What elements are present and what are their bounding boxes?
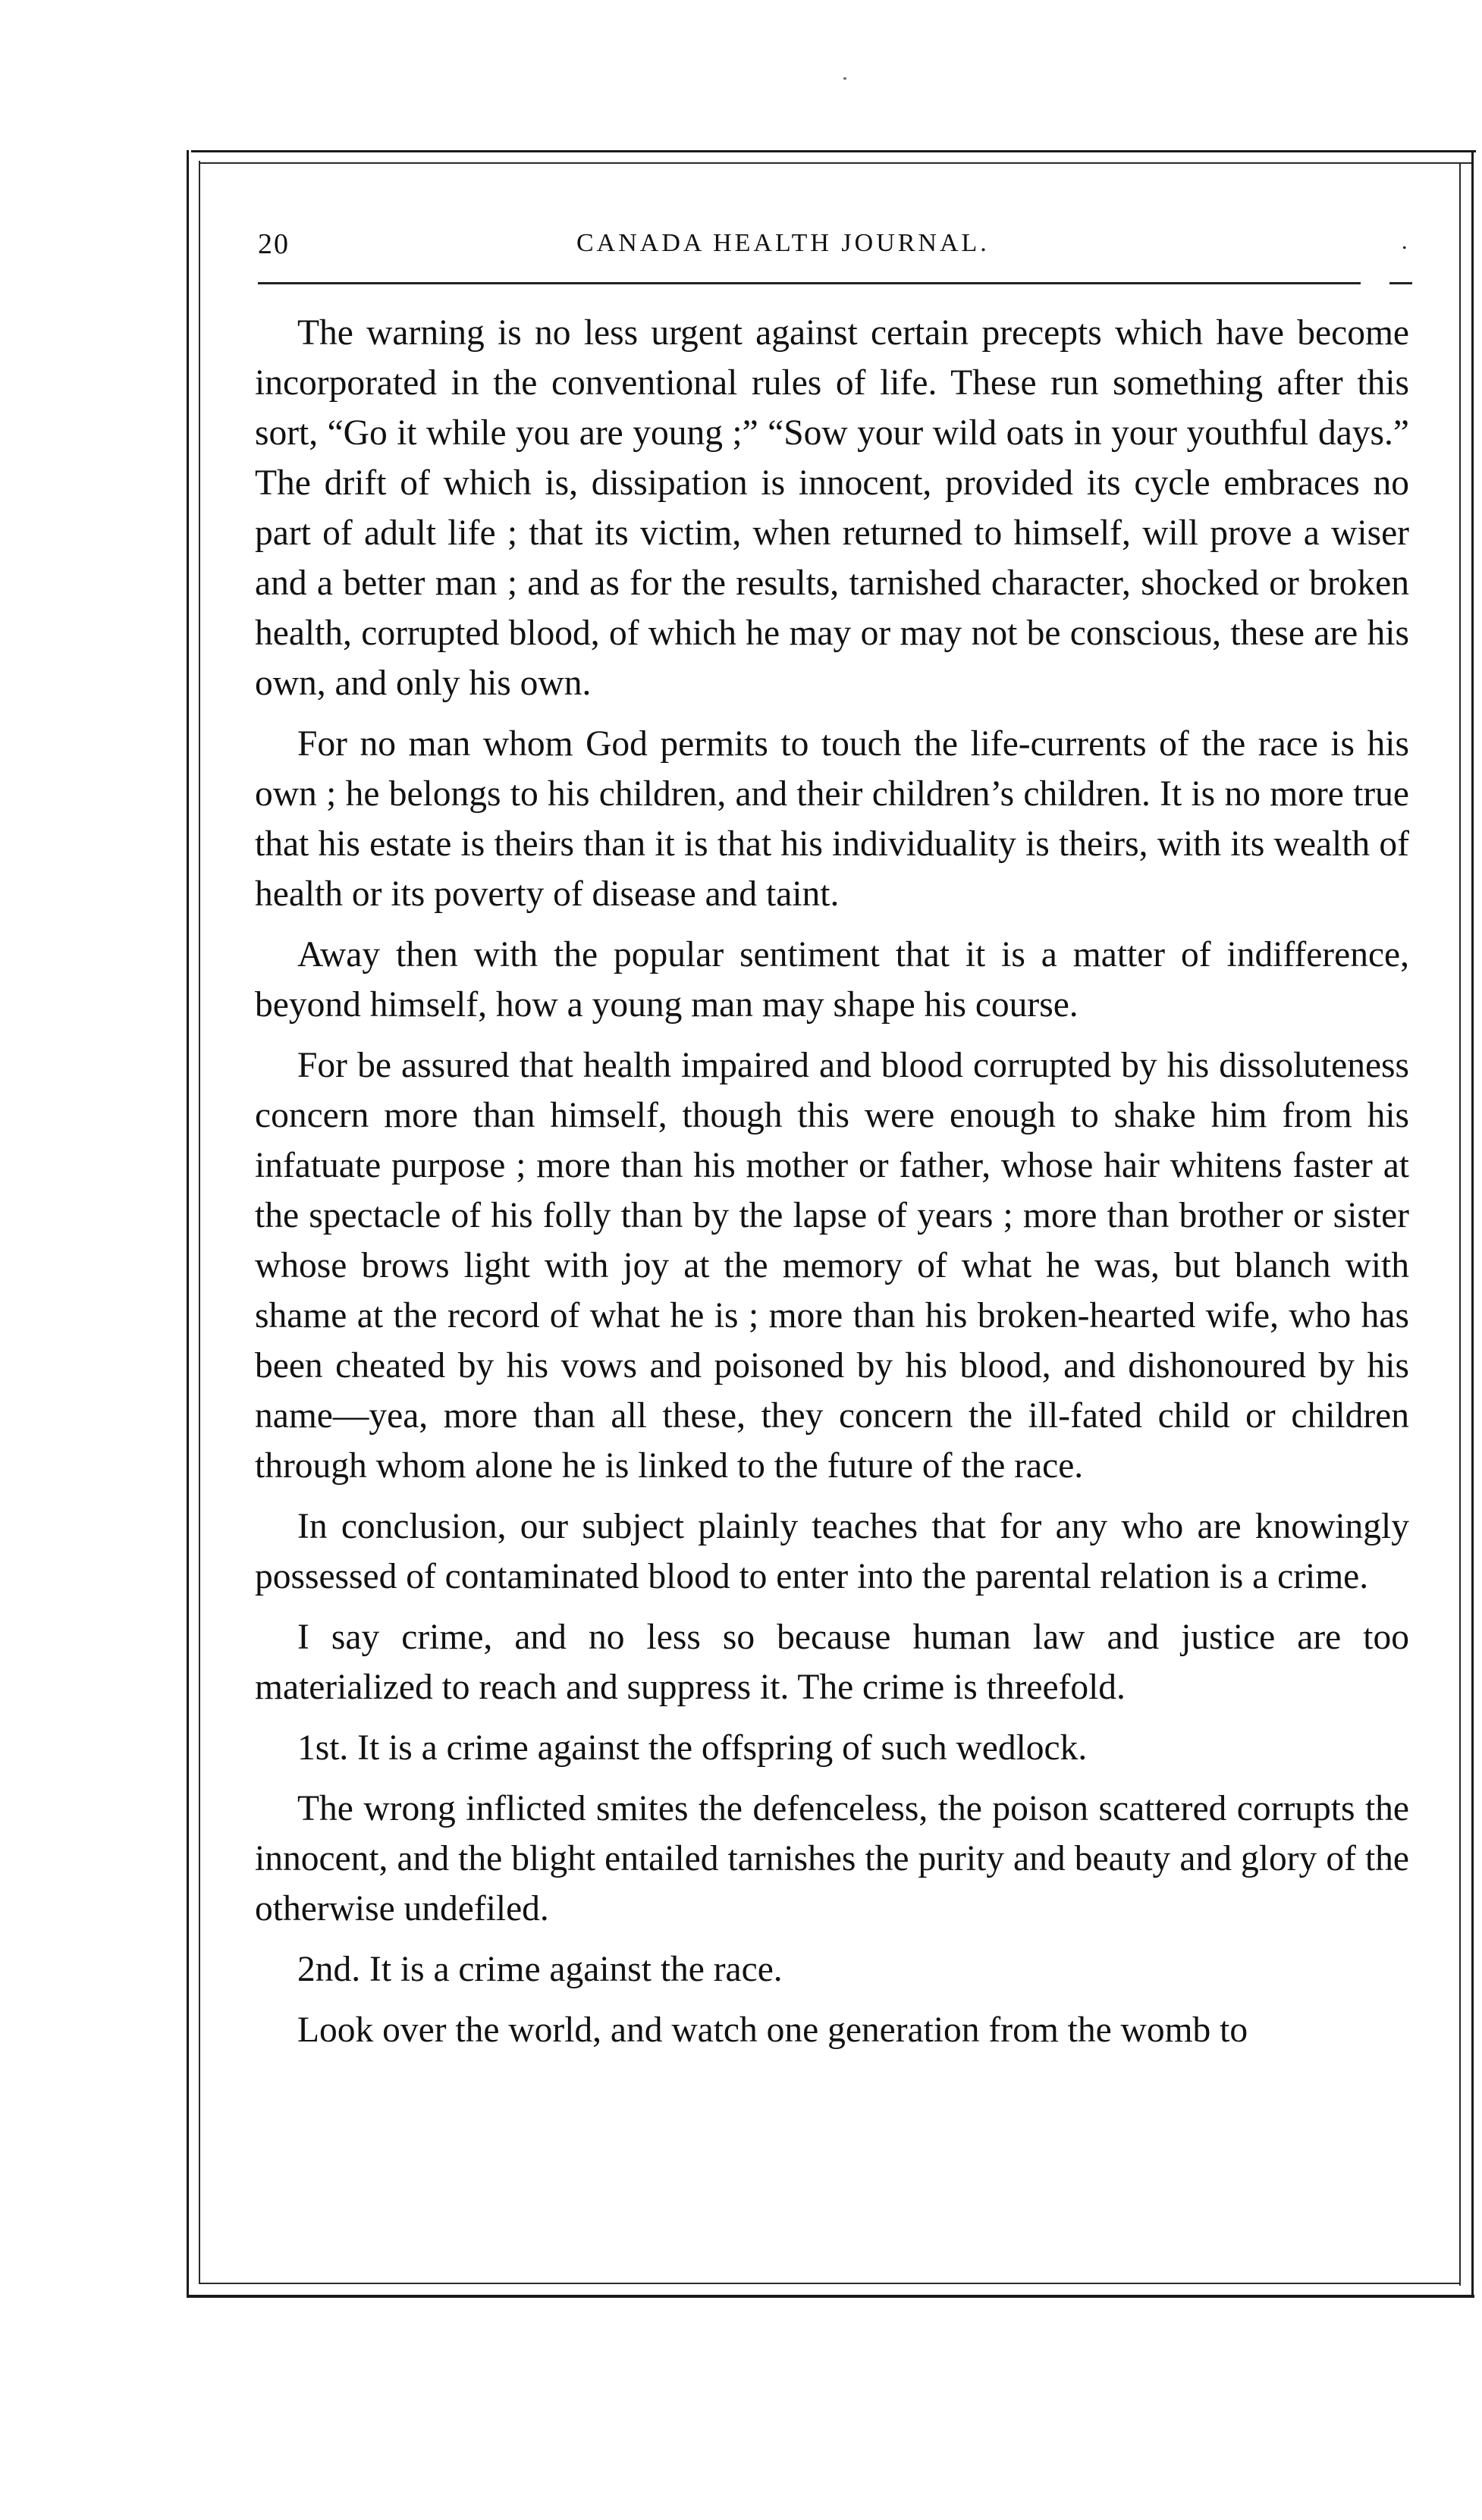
page-header (258, 228, 1418, 273)
header-rule (258, 282, 1361, 284)
stray-mark (843, 77, 846, 80)
paragraph: Away then with the popular sentiment that it is a matter of indifference, beyond himself, how a young man may shape his course. (255, 935, 1409, 1025)
frame-rule (1471, 150, 1474, 2298)
paragraph: 1st. It is a crime against the offspring of such wedlock. (297, 1728, 1088, 1768)
frame-rule (199, 161, 200, 2284)
paragraph: For no man whom God permits to touch the life-currents of the race is his own ; he belongs to his children, and their children’s children. It is no more true that his estate is theirs than it is that his individuality is theirs, with its wealth of health or its poverty of disease and taint. (255, 724, 1409, 914)
page-number: 20 (258, 228, 290, 260)
paragraph: The wrong inflicted smites the defenceless, the poison scattered corrupts the innocent, and the blight entailed tarnishes the purity and beauty and glory of the otherwise undefiled. (255, 1789, 1409, 1928)
frame-rule (200, 162, 1471, 164)
frame-rule (191, 150, 1476, 152)
paragraph: I say crime, and no less so because human law and justice are too materialized to reach and suppress it. The crime is threefold. (255, 1618, 1409, 1707)
paragraph: In conclusion, our subject plainly teaches that for any who are knowingly possessed of contaminated blood to enter into the parental relation is a crime. (255, 1507, 1409, 1596)
frame-rule (1459, 162, 1461, 2286)
paragraph: 2nd. It is a crime against the race. (297, 1950, 783, 1989)
paragraph: The warning is no less urgent against certain precepts which have become incorporated in the conventional rules of life. These run something after this sort, “Go it while you are young ;” “Sow your wild oats in your youthful days.” The drift of which is, dissipation is innocent, provided its cycle embraces no part of adult life ; that its victim, when returned to himself, will prove a wiser and a better man ; and as for the results, tarnished character, shocked or broken health, corrupted blood, of which he may or may not be conscious, these are his own, and only his own. (255, 313, 1409, 703)
frame-rule (187, 150, 189, 2296)
header-rule (1389, 282, 1412, 284)
running-head: CANADA HEALTH JOURNAL. (576, 229, 990, 257)
frame-rule (187, 2295, 1474, 2298)
paragraph: For be assured that health impaired and blood corrupted by his dissoluteness concern more than himself, though this were enough to shake him from his infatuate purpose ; more than his mother or father, whose hair whitens faster at the spectacle of his folly than by the lapse of years ; more than brother or sister whose brows light with joy at the memory of what he was, but blanch with shame at the record of what he is ; more than his broken-hearted wife, who has been cheated by his vows and poisoned by his blood, and dishonoured by his name—yea, more than all these, they concern the ill-fated child or children through whom alone he is linked to the future of the race. (255, 1046, 1409, 1486)
paragraph: Look over the world, and watch one generation from the womb to (297, 2010, 1248, 2050)
frame-rule (199, 2283, 1461, 2284)
header-mark: . (1402, 229, 1408, 254)
article-body (255, 308, 1409, 2066)
